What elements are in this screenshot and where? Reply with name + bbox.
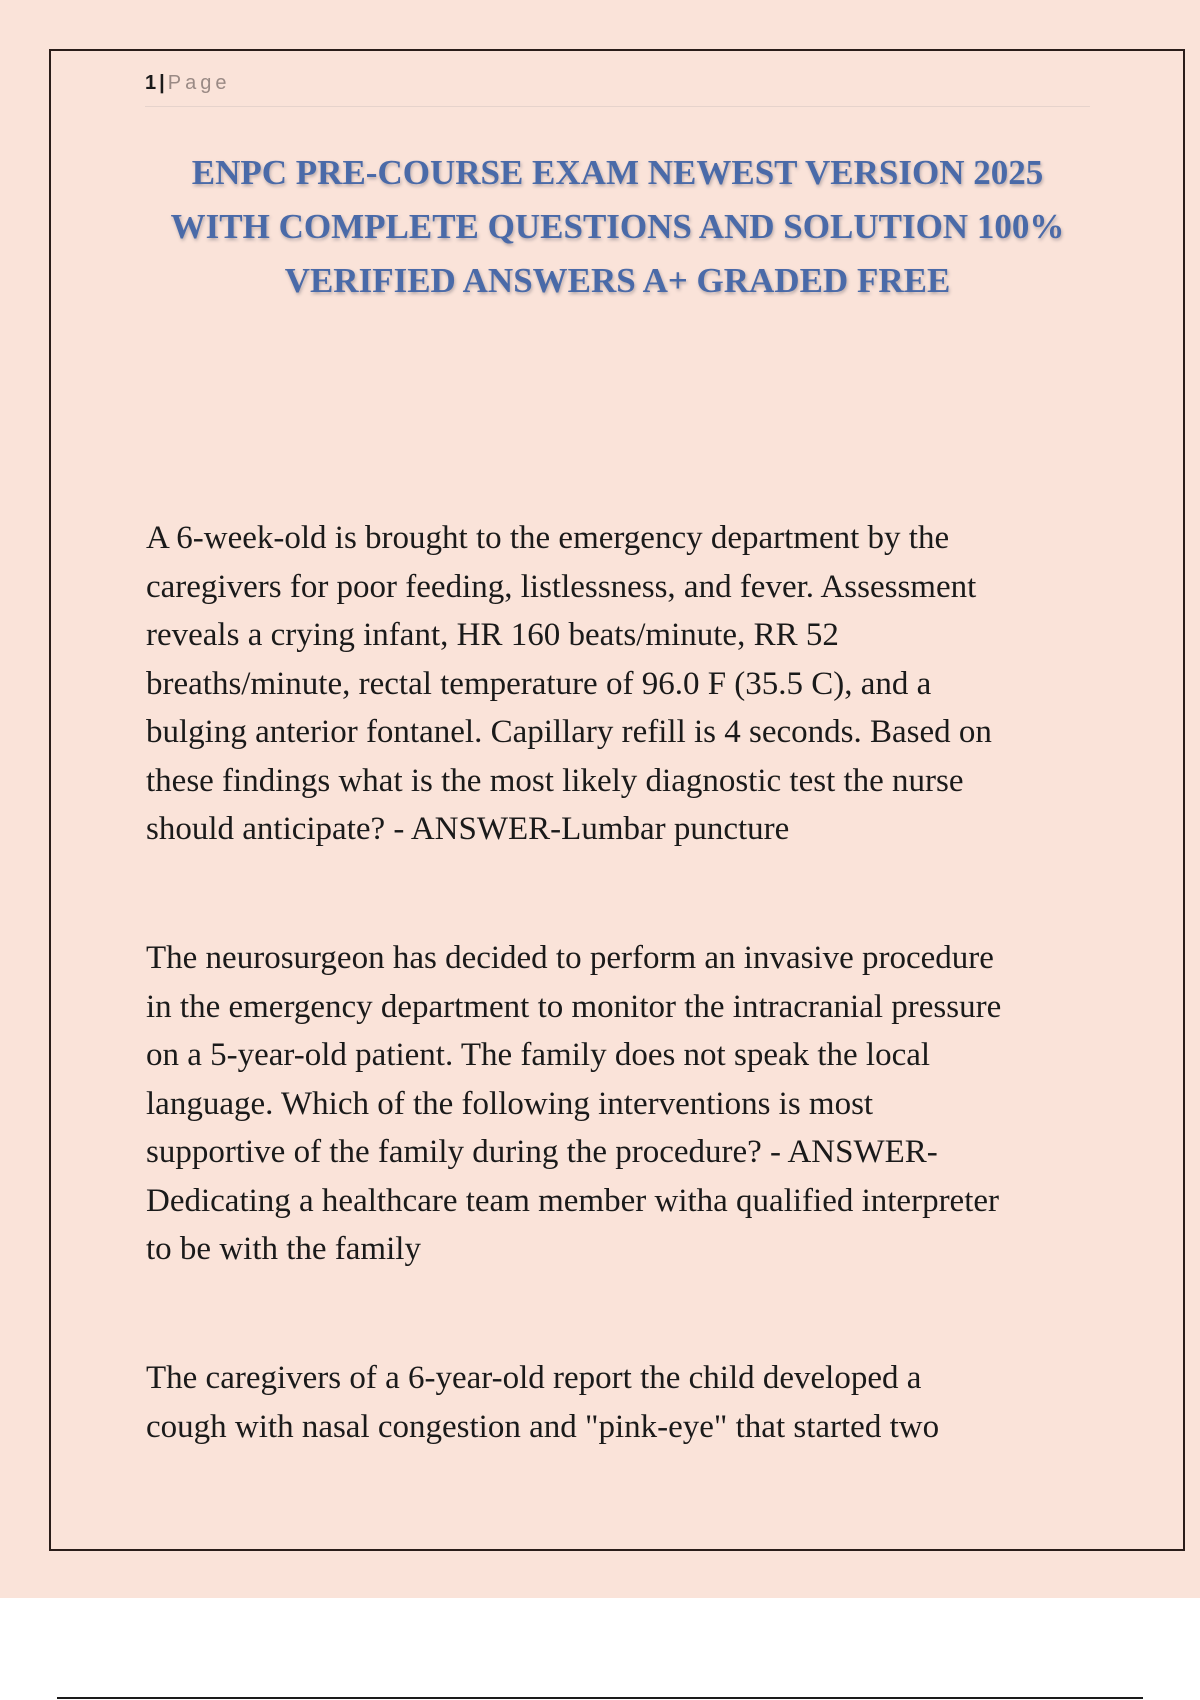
text-line: Dedicating a healthcare team member witha qualified interpreter [146, 1182, 1000, 1219]
text-line: should anticipate? - ANSWER-Lumbar puncture [146, 811, 790, 847]
text-line: to be with the family [146, 1231, 421, 1267]
text-line: The caregivers of a 6-year-old report the child developed a [146, 1360, 922, 1396]
text-line: supportive of the family during the procedure? - ANSWER- [146, 1134, 938, 1170]
text-line: A 6-week-old is brought to the emergency department by the [146, 520, 950, 556]
question-answer-3 [146, 1354, 1096, 1451]
text-line: language. Which of the following interventions is most [146, 1085, 874, 1122]
text-line: in the emergency department to monitor the intracranial pressure [146, 988, 1002, 1025]
document-title [120, 146, 1115, 308]
text-line: caregivers for poor feeding, listlessness, and fever. Assessment [146, 568, 977, 605]
text-line: these findings what is the most likely diagnostic test the nurse [146, 762, 964, 799]
title-line: VERIFIED ANSWERS A+ GRADED FREE [284, 261, 951, 300]
page-header [145, 72, 1090, 107]
question-answer-1 [146, 514, 1096, 854]
page-separator: | [159, 72, 165, 94]
page-number: 1 [145, 72, 157, 94]
next-page-top-border [57, 1697, 1143, 1699]
text-line: breaths/minute, rectal temperature of 96.0 F (35.5 C), and a [146, 665, 932, 702]
text-line: on a 5-year-old patient. The family does not speak the local [146, 1037, 931, 1073]
text-line: The neurosurgeon has decided to perform an invasive procedure [146, 940, 994, 976]
text-line: reveals a crying infant, HR 160 beats/minute, RR 52 [146, 617, 839, 653]
title-line: WITH COMPLETE QUESTIONS AND SOLUTION 100% [170, 207, 1065, 246]
page-label: Page [167, 72, 231, 94]
title-line: ENPC PRE-COURSE EXAM NEWEST VERSION 2025 [191, 153, 1044, 192]
text-line: bulging anterior fontanel. Capillary refill is 4 seconds. Based on [146, 714, 992, 750]
question-answer-2 [146, 934, 1096, 1274]
text-line: cough with nasal congestion and "pink-eye" that started two [146, 1408, 940, 1445]
